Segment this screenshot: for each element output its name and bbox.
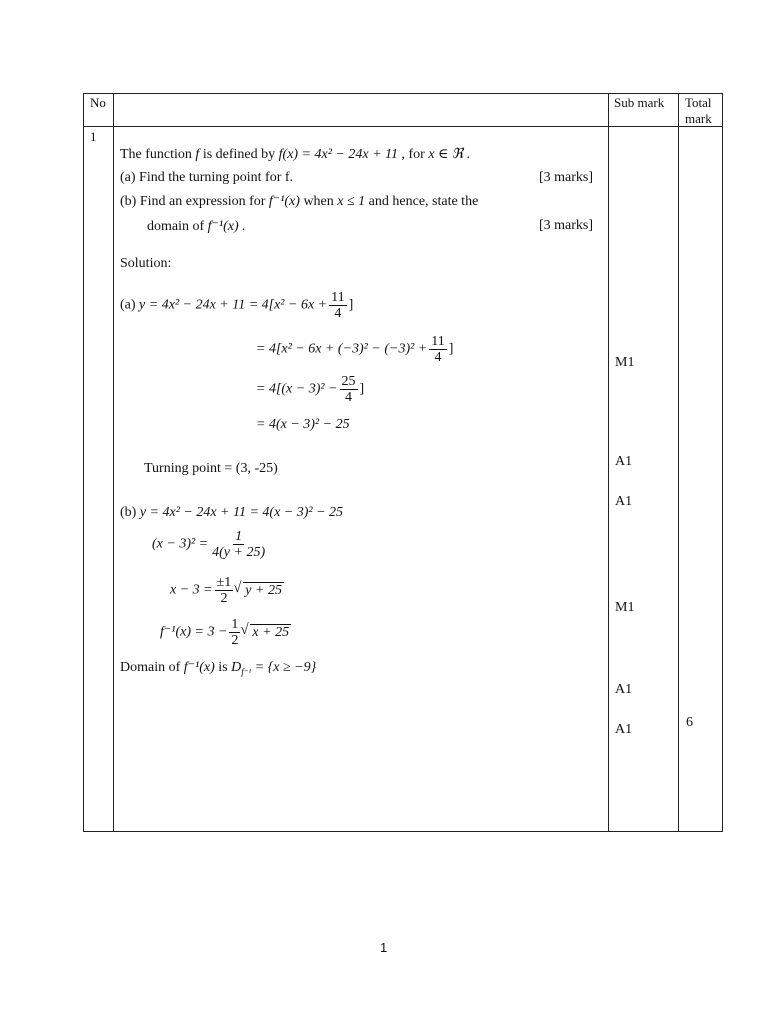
fraction-denominator: 4: [334, 306, 342, 321]
bracket-close: ]: [348, 297, 354, 313]
submark-a1-a2: A1: [615, 494, 633, 509]
solution-b-line2-lhs: (x − 3)² =: [152, 536, 209, 552]
solution-b-line1: [120, 505, 343, 521]
sqrt-y-plus-25: √ y + 25: [243, 582, 284, 598]
submark-a1-b2: A1: [615, 722, 633, 737]
fraction-numerator: ±1: [216, 575, 232, 590]
table-col-divider-1: [113, 93, 114, 832]
solution-b-label: (b): [120, 505, 137, 520]
part-b-question-line2: [147, 218, 246, 235]
domain-subscript: f⁻¹: [241, 666, 252, 677]
fraction-11-4-second: [429, 334, 446, 365]
header-total-mark-line1: Total: [685, 95, 712, 110]
intro-definition: f(x) = 4x² − 24x + 11: [278, 147, 398, 162]
fraction-numerator: 1: [235, 529, 243, 544]
part-b-finv: f⁻¹(x): [268, 194, 300, 209]
page-number: 1: [380, 940, 388, 955]
bracket-close: ]: [359, 381, 365, 397]
fraction-11-4: [329, 290, 346, 321]
table-border-right: [722, 93, 723, 832]
fraction-denominator: 2: [220, 591, 228, 606]
domain-is: is: [218, 660, 228, 675]
fraction-25-4: [340, 374, 358, 405]
fraction-1-over-4y25: [210, 529, 267, 560]
submark-a1-b1: A1: [615, 682, 633, 697]
turning-point-result: Turning point = (3, -25): [144, 461, 278, 476]
solution-b-line1-eq: y = 4x² − 24x + 11 = 4(x − 3)² − 25: [139, 505, 344, 520]
part-b-text3: domain of: [147, 219, 205, 234]
domain-D: D: [231, 660, 242, 675]
part-b-text2: and hence, state the: [368, 194, 479, 209]
fraction-denominator: 4: [434, 350, 442, 365]
intro-f: f: [195, 147, 200, 162]
solution-a-line4: = 4(x − 3)² − 25: [256, 417, 350, 432]
domain-prefix: Domain of: [120, 660, 181, 675]
header-total-mark-line2: mark: [685, 111, 712, 126]
header-sub-mark: Sub mark: [614, 95, 665, 110]
solution-b-line2: [152, 529, 269, 560]
domain-statement: [120, 659, 316, 678]
solution-b-line4-lhs: f⁻¹(x) = 3 −: [160, 624, 228, 640]
fraction-denominator: 2: [231, 633, 239, 648]
submark-a1-a1: A1: [615, 454, 633, 469]
intro-prefix: The function: [120, 147, 192, 162]
sqrt-x-plus-25: √ x + 25: [250, 624, 291, 640]
part-a-marks: [3 marks]: [539, 170, 594, 185]
fraction-numerator: 25: [341, 374, 356, 389]
solution-a-line1: [120, 290, 353, 321]
table-col-divider-2: [608, 93, 609, 832]
table-header-divider: [83, 126, 723, 127]
part-b-question-line1: [120, 193, 478, 210]
fraction-pm1-2: [215, 575, 234, 606]
part-a-text: Find the turning point for f.: [139, 170, 294, 185]
solution-a-line1-lhs: y = 4x² − 24x + 11 = 4[x² − 6x +: [139, 297, 328, 313]
question-intro: [120, 146, 470, 163]
part-b-text1: Find an expression for: [139, 194, 266, 209]
submark-m1-b: M1: [615, 600, 635, 615]
part-b-label: (b): [120, 194, 137, 209]
part-a-label: (a): [120, 170, 136, 185]
solution-a-line3: [256, 374, 364, 405]
solution-a-line3-lhs: = 4[(x − 3)² −: [256, 381, 338, 397]
solution-a-label: (a): [120, 297, 136, 313]
fraction-1-2: [229, 617, 240, 648]
submark-m1-a: M1: [615, 355, 635, 370]
question-number: 1: [90, 129, 97, 144]
solution-b-line3-lhs: x − 3 =: [170, 582, 213, 598]
fraction-numerator: 11: [331, 290, 345, 305]
fraction-numerator: 1: [231, 617, 239, 632]
solution-b-line4: [160, 617, 291, 648]
table-border-bottom: [83, 831, 723, 832]
domain-set: = {x ≥ −9}: [254, 660, 317, 675]
bracket-close: ]: [448, 341, 454, 357]
solution-heading: Solution:: [120, 256, 172, 271]
fraction-denominator: 4(y + 25): [212, 545, 266, 560]
part-b-marks: [3 marks]: [539, 218, 594, 233]
intro-mid: is defined by: [202, 147, 276, 162]
part-a-question: [120, 170, 293, 186]
part-b-when: when: [303, 194, 334, 209]
header-no: No: [90, 95, 106, 110]
table-col-divider-3: [678, 93, 679, 832]
part-b-finv2: f⁻¹(x) .: [207, 219, 246, 234]
fraction-denominator: 4: [345, 390, 353, 405]
domain-finv: f⁻¹(x): [183, 660, 215, 675]
intro-for: , for: [401, 147, 425, 162]
table-border-left: [83, 93, 84, 832]
total-mark: 6: [686, 715, 693, 730]
part-b-condition: x ≤ 1: [337, 194, 366, 209]
solution-b-line3: [170, 575, 284, 606]
solution-a-line2: [256, 334, 453, 365]
fraction-numerator: 11: [431, 334, 445, 349]
intro-domain: x ∈ ℜ .: [428, 147, 471, 162]
table-border-top: [83, 93, 723, 94]
solution-a-line2-lhs: = 4[x² − 6x + (−3)² − (−3)² +: [256, 341, 428, 357]
